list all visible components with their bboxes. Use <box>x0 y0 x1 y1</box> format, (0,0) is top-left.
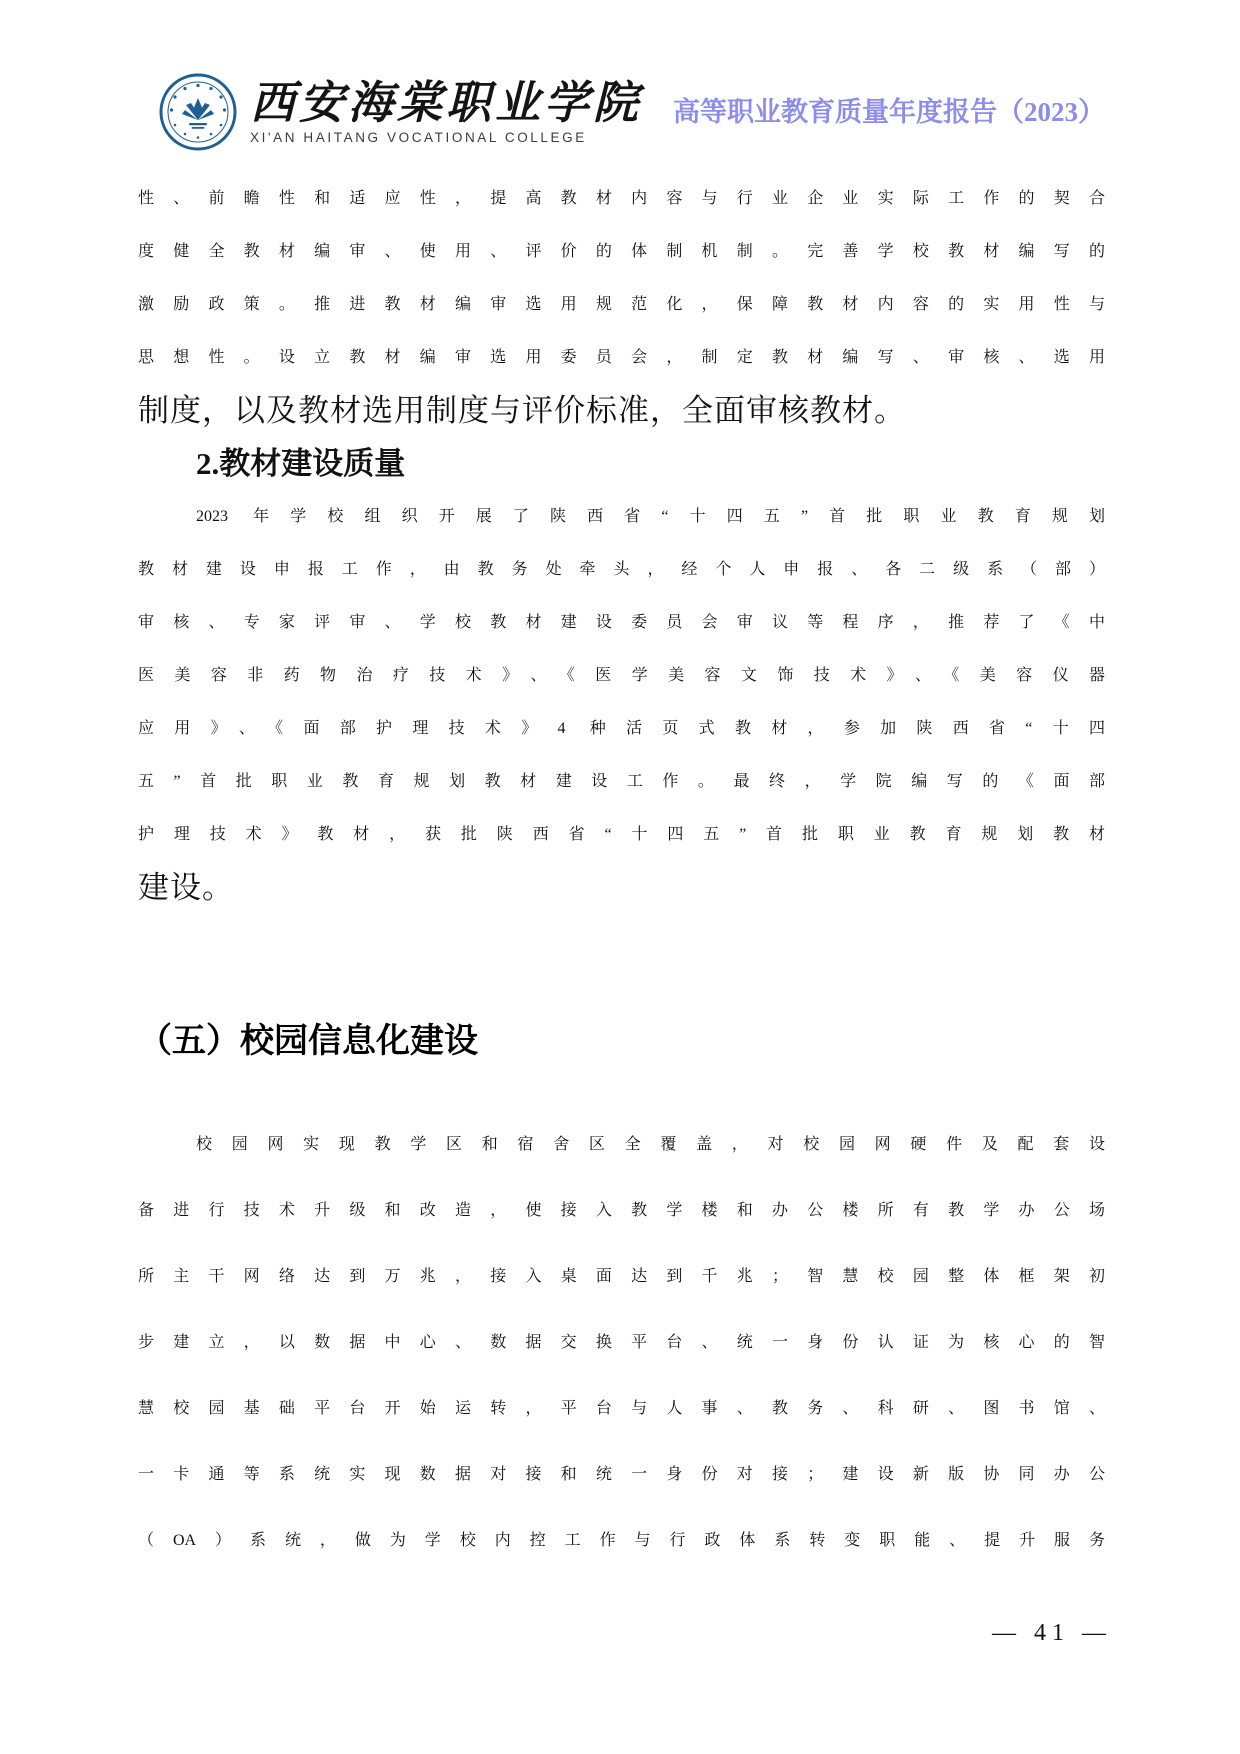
body-text-line: 建设。 <box>138 870 234 905</box>
body-text-line: 度健全教材编审、使用、评价的体制机制。完善学校教材编写的 <box>138 243 1105 260</box>
body-text-line: 2023 年学校组织开展了陕西省“十四五”首批职业教育规划 <box>196 508 1105 525</box>
report-title: 高等职业教育质量年度报告（2023） <box>673 97 1105 127</box>
body-text-line: 思想性。设立教材编审选用委员会，制定教材编写、审核、选用 <box>138 349 1105 366</box>
subsection-heading: 2.教材建设质量 <box>196 446 406 481</box>
body-text-line: 所主干网络达到万兆，接入桌面达到千兆；智慧校园整体框架初 <box>138 1268 1105 1285</box>
body-text-line: 激励政策。推进教材编审选用规范化，保障教材内容的实用性与 <box>138 296 1105 313</box>
body-text-line: 五”首批职业教育规划教材建设工作。最终，学院编写的《面部 <box>138 773 1105 790</box>
page-header <box>0 0 1240 160</box>
college-logo <box>158 72 642 152</box>
body-text-line: 教材建设申报工作，由教务处牵头，经个人申报、各二级系（部） <box>138 561 1105 578</box>
body-text-line: 校园网实现教学区和宿舍区全覆盖，对校园网硬件及配套设 <box>196 1136 1105 1153</box>
college-name-block <box>250 79 642 145</box>
college-name-en: XI'AN HAITANG VOCATIONAL COLLEGE <box>250 130 587 145</box>
section-paragraph <box>138 1112 1105 1574</box>
body-text-line: 备进行技术升级和改造，使接入教学楼和办公楼所有教学办公场 <box>138 1202 1105 1219</box>
section-heading: （五）校园信息化建设 <box>138 1022 478 1060</box>
body-text-line: 医美容非药物治疗技术》、《医学美容文饰技术》、《美容仪器 <box>138 667 1105 684</box>
body-text-line: 慧校园基础平台开始运转，平台与人事、教务、科研、图书馆、 <box>138 1400 1105 1417</box>
college-name-zh: 西安海棠职业学院 <box>250 78 643 128</box>
body-text-line: 一卡通等系统实现数据对接和统一身份对接；建设新版协同办公 <box>138 1466 1105 1483</box>
body-text-line: 制度，以及教材选用制度与评价标准，全面审核教材。 <box>138 393 906 428</box>
college-seal-icon <box>158 72 238 152</box>
body-text-line: 应用》、《面部护理技术》4 种活页式教材，参加陕西省“十四 <box>138 720 1105 737</box>
body-text-line: （OA）系统，做为学校内控工作与行政体系转变职能、提升服务 <box>138 1532 1105 1549</box>
body-text-line: 审核、专家评审、学校教材建设委员会审议等程序，推荐了《中 <box>138 614 1105 631</box>
body-text-line: 护理技术》教材，获批陕西省“十四五”首批职业教育规划教材 <box>138 826 1105 843</box>
body-text-line: 性、前瞻性和适应性，提高教材内容与行业企业实际工作的契合 <box>138 190 1105 207</box>
body-text-line: 步建立，以数据中心、数据交换平台、统一身份认证为核心的智 <box>138 1334 1105 1351</box>
document-body <box>138 172 1105 1574</box>
page-number: — 41 — <box>992 1620 1112 1646</box>
